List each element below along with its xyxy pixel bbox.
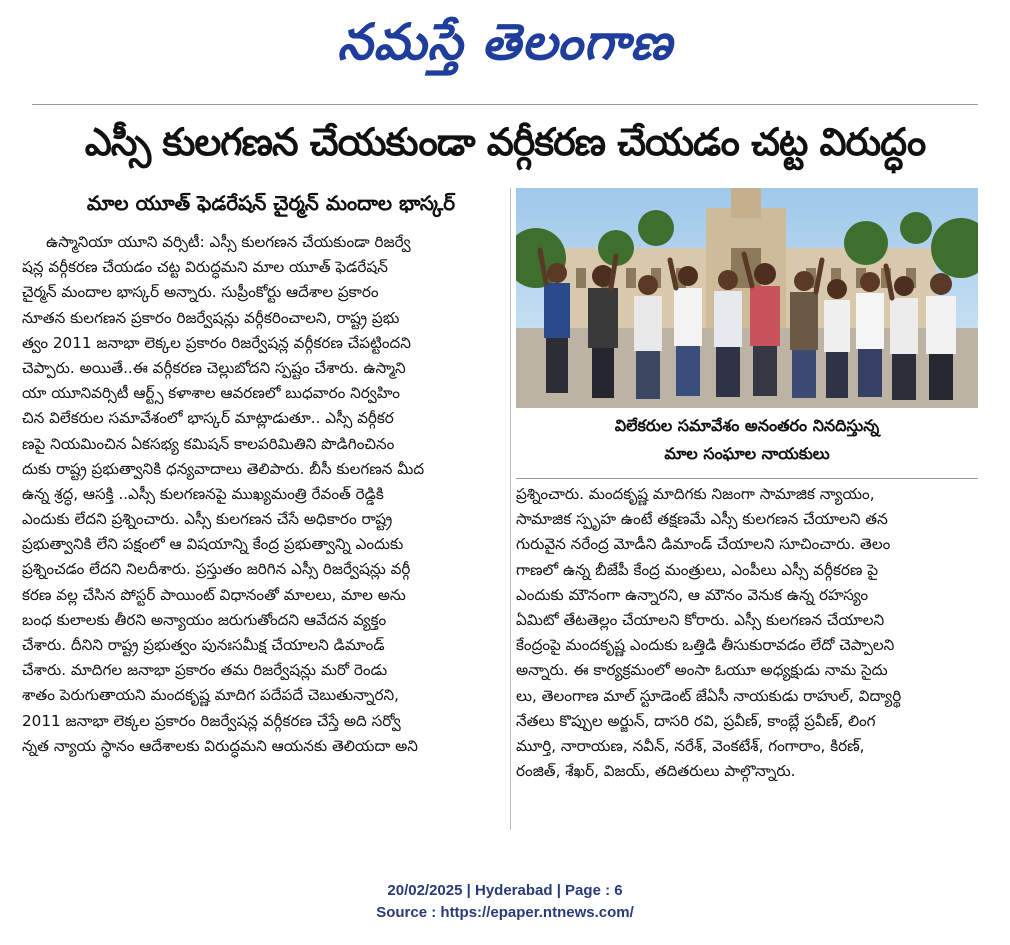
newspaper-masthead (0, 2, 1010, 82)
masthead-divider (32, 104, 978, 105)
body-text-line: యా యూనివర్సిటీ ఆర్ట్స్‌ కళాశాల ఆవరణలో బుధవారం నిర్వహిం (22, 384, 400, 403)
column-divider (510, 188, 511, 830)
body-text-line: శాతం పెరుగుతాయని మందకృష్ణ మాదిగ పదేపదే చెబుతున్నారని, (22, 686, 399, 705)
body-text-line: సామాజిక స్పృహ ఉంటే తక్షణమే ఎస్సీ కులగణన చేయాలని తన (516, 510, 888, 529)
photo-caption (516, 412, 978, 472)
body-text-line: ణపై నియమించిన ఏకసభ్య కమిషన్‌ కాలపరిమితిని పొడిగించినం (22, 434, 395, 453)
body-text-line: కరణ వల్ల చేసిన పోస్టర్‌ పాయింట్‌ విధానంతో మాలలు, మాల అను (22, 585, 406, 604)
body-text-line: దుకు రాష్ట్ర ప్రభుత్వానికి ధన్యవాదాలు తెలిపారు. బీసీ కులగణన మీద (22, 459, 425, 478)
body-text-line: ప్రశ్నించారు. మందకృష్ణ మాదిగకు నిజంగా సామాజిక న్యాయం, (516, 485, 875, 503)
masthead-title: నమస్తే తెలంగాణ (337, 13, 673, 71)
body-text-line: చేశారు. మాదిగల జనాభా ప్రకారం తమ రిజర్వేషన్లు మరో రెండు (22, 661, 388, 680)
article-body-left-column (22, 230, 506, 830)
footer-source: Source : https://epaper.ntnews.com/ (376, 904, 634, 921)
article-photo (516, 188, 978, 408)
article-body-right-column (516, 482, 978, 822)
body-text-line: న్నత న్యాయ స్థానం ఆదేశాలకు విరుద్ధమని ఆయనకు తెలియదా అని (22, 736, 418, 755)
body-text-line: ప్రభుత్వానికి లేని పక్షంలో ఆ విషయాన్ని కేంద్ర ప్రభుత్వాన్ని ఎందుకు (22, 535, 404, 554)
body-text-line: ఎందుకు మౌనంగా ఉన్నారని, ఆ మౌనం వెనుక ఉన్న రహస్యం (516, 585, 869, 604)
body-text-line: ఉస్మానియా యూని వర్సిటీ: ఎస్సీ కులగణన చేయకుండా రిజర్వే (46, 233, 411, 251)
body-text-line: షన్ల వర్గీకరణ చేయడం చట్ట విరుద్ధమని మాల యూత్‌ ఫెడరేషన్‌ (22, 258, 388, 277)
body-text-line: త్వం 2011 జనాభా లెక్కల ప్రకారం రిజర్వేషన్ల వర్గీకరణ చేపట్టిందని (22, 333, 411, 352)
body-text-line: కేంద్రంపై మందకృష్ణ ఎందుకు ఒత్తిడి తీసుకురావడం లేదో చెప్పాలని (516, 636, 895, 655)
footer-date-location: 20/02/2025 | Hyderabad | Page : 6 (387, 882, 623, 899)
photo-caption-line-1: విలేకరుల సమావేశం అనంతరం నినదిస్తున్న (614, 416, 880, 435)
body-text-line: చైర్మన్‌ మందాల భాస్కర్‌ అన్నారు. సుప్రీంకోర్టు ఆదేశాల ప్రకారం (22, 283, 379, 302)
body-text-line: గాణలో ఉన్న బీజేపీ కేంద్ర మంత్రులు, ఎంపీలు ఎస్సీ వర్గీకరణ పై (516, 560, 879, 579)
body-text-line: చెప్పారు. అయితే..ఈ వర్గీకరణ చెల్లుబోదని స్పష్టం చేశారు. ఉస్మాని (22, 358, 406, 377)
body-text-line: ఉన్న శ్రద్ధ, ఆసక్తి ..ఎస్సీ కులగణనపై ముఖ్యమంత్రి రేవంత్‌ రెడ్డికి (22, 484, 384, 503)
body-text-line: మూర్తి, నారాయణ, నవీన్‌, నరేశ్‌, వెంకటేశ్‌, గంగారాం, కిరణ్‌, (516, 736, 865, 755)
body-text-line: ప్రశ్నించడం లేదని నిలదీశారు. ప్రస్తుతం జరిగిన ఎస్సీ రిజర్వేషన్లు వర్గీ (22, 560, 411, 579)
body-text-line: నేతలు కొప్పుల అర్జున్‌, దాసరి రవి, ప్రవీణ్‌, కాంబ్లే ప్రవీణ్‌, లింగ (516, 711, 876, 730)
body-text-line: 2011 జనాభా లెక్కల ప్రకారం రిజర్వేషన్ల వర్గీకరణ చేస్తే అది సర్వో (22, 711, 401, 730)
body-text-line: ఏమిటో తేటతెల్లం చేయాలని కోరారు. ఎస్సీ కులగణన చేయాలని (516, 610, 885, 629)
body-text-line: బంధ కులాలకు తీరని అన్యాయం జరుగుతోందని ఆవేదన వ్యక్తం (22, 610, 387, 629)
body-text-line: చిన విలేకరుల సమావేశంలో భాస్కర్‌ మాట్లాడుతూ.. ఎస్సీ వర్గీకర (22, 409, 394, 428)
body-text-line: లు, తెలంగాణ మాల్‌ స్టూడెంట్‌ జేఏసీ నాయకుడు రాహుల్‌, విద్యార్థి (516, 686, 902, 705)
body-text-line: ఎందుకు లేదని ప్రశ్నించారు. ఎస్సీ కులగణన చేసే అధికారం రాష్ట్ర (22, 510, 393, 529)
photo-caption-line-2: మాల సంఘాల నాయకులు (664, 444, 830, 463)
protest-photo-illustration (516, 188, 978, 408)
page-footer (0, 880, 1010, 924)
body-text-line: రంజిత్‌, శేఖర్‌, విజయ్‌, తదితరులు పాల్గొన్నారు. (516, 762, 796, 781)
body-text-line: చేశారు. దీనిని రాష్ట్ర ప్రభుత్వం పునఃసమీక్ష చేయాలని డిమాండ్‌ (22, 636, 385, 654)
body-text-line: గురువైన నరేంద్ర మోడీని డిమాండ్‌ చేయాలని సూచించారు. తెలం (516, 535, 891, 554)
caption-divider (516, 478, 978, 479)
article-headline: ఎస్సీ కులగణన చేయకుండా వర్గీకరణ చేయడం చట్ట విరుద్ధం (84, 120, 926, 164)
body-text-line: నూతన కులగణన ప్రకారం రిజర్వేషన్లు వర్గీకరించాలని, రాష్ట్ర ప్రభు (22, 308, 400, 327)
body-text-line: అన్నారు. ఈ కార్యక్రమంలో అంసా ఓయూ అధ్యక్షుడు నామ సైదు (516, 661, 888, 680)
article-subhead: మాల యూత్‌ ఫెడరేషన్‌ చైర్మన్‌ మందాల భాస్కర్‌ (86, 191, 456, 215)
